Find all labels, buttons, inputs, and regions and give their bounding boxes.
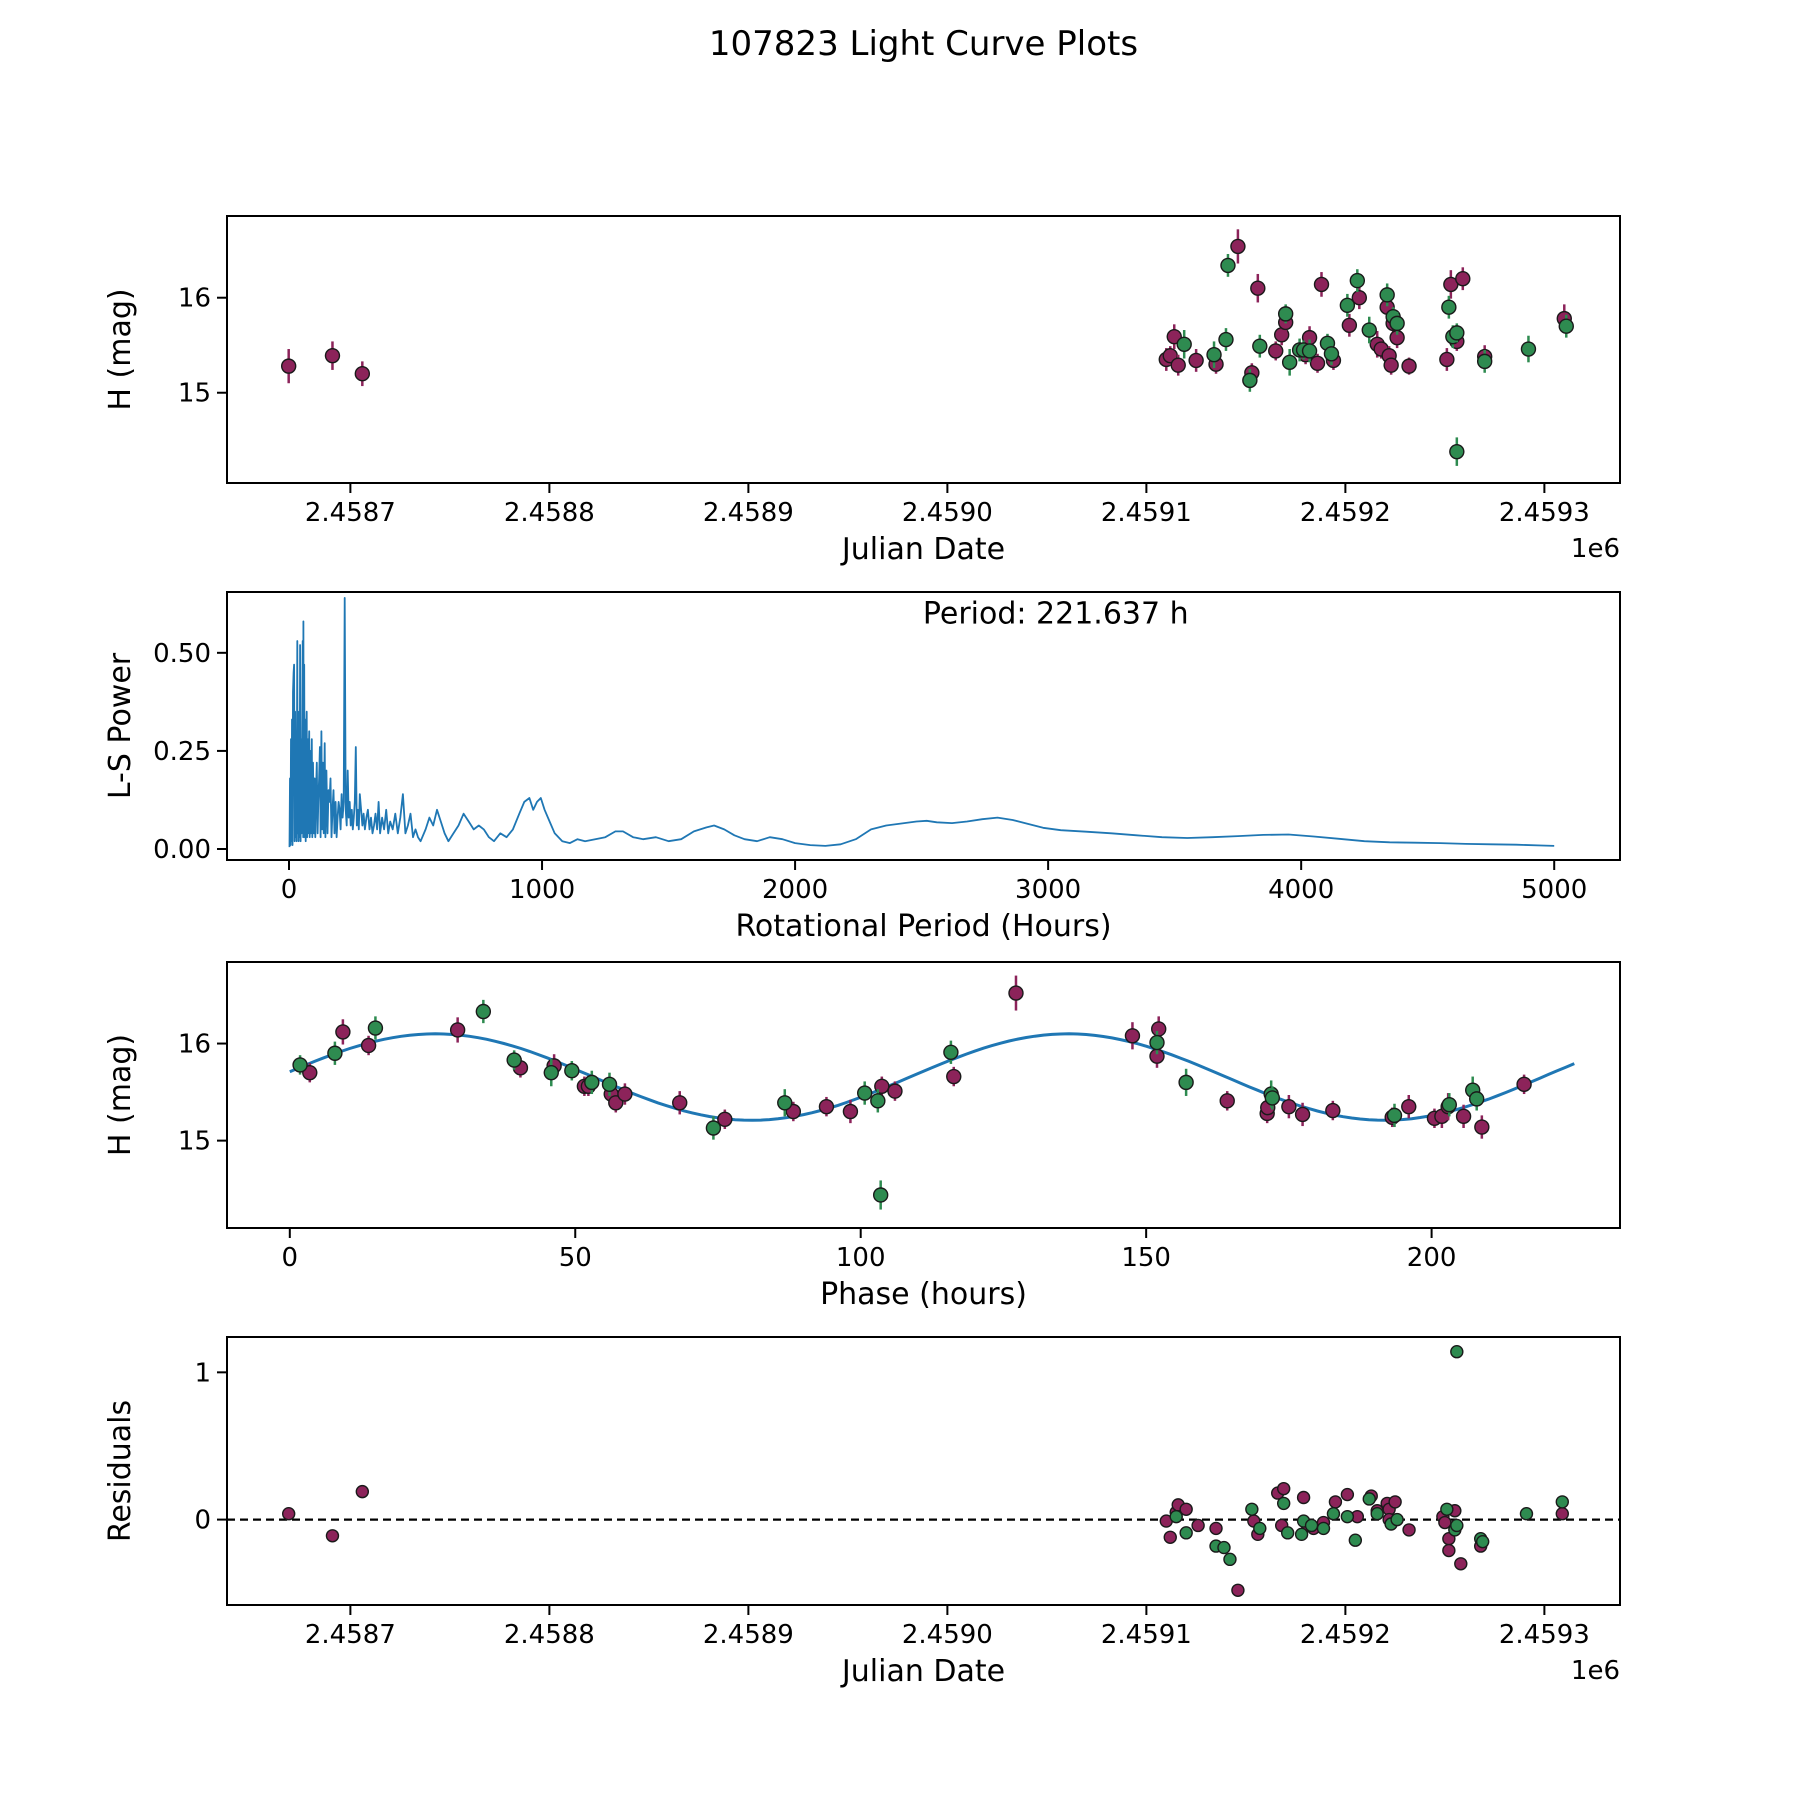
data-point [778,1096,792,1110]
data-point [1403,1524,1415,1536]
data-point [1326,1104,1340,1118]
data-point [1219,333,1233,347]
y-tick-label: 0.50 [153,638,211,669]
jd-mag-y-ticks [178,284,227,409]
data-point [1478,354,1492,368]
x-tick-label: 4000 [1268,875,1335,905]
data-point [1231,239,1245,253]
data-point [1210,1522,1222,1534]
data-point [1282,1527,1294,1539]
jd-mag-x-ticks [305,483,1590,528]
x-tick-label: 100 [835,1243,886,1273]
green-observations [1177,254,1573,466]
jd-mag-ylabel: H (mag) [103,288,138,411]
periodogram-y-ticks [153,639,227,865]
residuals-y-ticks [194,1358,227,1535]
data-point [706,1121,720,1135]
residuals-xlabel: Julian Date [841,1654,1006,1689]
jd-mag-xlabel: Julian Date [841,532,1006,567]
data-point [1380,288,1394,302]
x-tick-label: 2.4591 [1100,1620,1192,1650]
data-point [1303,344,1317,358]
data-point [1442,1098,1456,1112]
subplot-residuals [103,1337,1620,1689]
subplot-phase-mag [103,962,1620,1312]
data-point [944,1045,958,1059]
data-point [283,1508,295,1520]
data-point [1279,307,1293,321]
data-point [507,1053,521,1067]
data-point [1475,1120,1489,1134]
x-tick-label: 2.4587 [304,498,396,528]
x-tick-label: 2.4590 [901,1620,993,1650]
data-point [1556,1508,1568,1520]
jd-mag-plot-area [282,229,1574,466]
data-point [618,1087,632,1101]
x-tick-label: 1000 [508,875,576,905]
data-point [565,1064,579,1078]
data-point [1390,316,1404,330]
data-point [1371,1508,1383,1520]
y-tick-label: 15 [177,1126,211,1157]
data-point [368,1021,382,1035]
sinusoid-fit-line [290,1034,1575,1120]
periodogram-x-ticks [281,860,1588,905]
jd-mag-axis-offset-label: 1e6 [1570,534,1620,564]
x-tick-label: 2.4588 [503,498,595,528]
periodogram-xlabel: Rotational Period (Hours) [735,909,1112,944]
data-point [1340,298,1354,312]
data-point [1387,1108,1401,1122]
data-point [1349,1534,1361,1546]
x-tick-label: 2.4589 [702,498,794,528]
data-point [1265,1091,1279,1105]
phase-mag-plot-area [290,976,1575,1210]
data-point [1391,1514,1403,1526]
data-point [1278,1483,1290,1495]
data-point [1559,319,1573,333]
data-point [1283,355,1297,369]
data-point [1306,1519,1318,1531]
data-point [451,1023,465,1037]
data-point [1342,318,1356,332]
subplot-jd-mag [103,216,1620,567]
x-tick-label: 0 [281,1243,299,1273]
data-point [1009,986,1023,1000]
residuals-x-ticks [305,1605,1590,1650]
data-point [1477,1536,1489,1548]
y-tick-label: 16 [177,1029,211,1060]
data-point [1341,1511,1353,1523]
figure-title: 107823 Light Curve Plots [708,24,1139,64]
data-point [1177,337,1191,351]
data-point [673,1096,687,1110]
green-residuals [1170,1346,1568,1566]
x-tick-label: 2.4593 [1498,498,1590,528]
data-point [1389,1496,1401,1508]
data-point [843,1105,857,1119]
data-point [1251,281,1265,295]
jd-mag-axes-frame [227,216,1620,483]
data-point [1402,1100,1416,1114]
x-tick-label: 200 [1406,1243,1457,1273]
data-point [1317,1522,1329,1534]
residuals-axes-frame [227,1337,1620,1605]
data-point [328,1046,342,1060]
subplot-periodogram [103,592,1620,944]
data-point [282,359,296,373]
data-point [1327,1508,1339,1520]
data-point [1278,1497,1290,1509]
data-point [888,1084,902,1098]
data-point [1455,1558,1467,1570]
periodogram-axes-frame [227,592,1620,860]
data-point [325,349,339,363]
data-point [1329,1496,1341,1508]
data-point [1450,326,1464,340]
data-point [1450,445,1464,459]
data-point [1402,359,1416,373]
data-point [1232,1584,1244,1596]
data-point [947,1070,961,1084]
data-point [476,1005,490,1019]
data-point [1296,1528,1308,1540]
data-point [1243,373,1257,387]
data-point [1282,1100,1296,1114]
maroon-observations [303,976,1531,1139]
x-tick-label: 50 [558,1243,592,1273]
data-point [1363,1493,1375,1505]
data-point [1521,342,1535,356]
data-point [1341,1489,1353,1501]
x-tick-label: 2.4590 [901,498,993,528]
green-observations [293,1000,1484,1210]
data-point [1221,258,1235,272]
phase-mag-ylabel: H (mag) [103,1033,138,1157]
data-point [362,1038,376,1052]
data-point [1179,1075,1193,1089]
data-point [1220,1094,1234,1108]
data-point [1440,352,1454,366]
data-point [355,367,369,381]
phase-mag-axes-frame [227,962,1620,1228]
data-point [1457,1109,1471,1123]
residuals-ylabel: Residuals [103,1399,138,1543]
data-point [871,1094,885,1108]
data-point [1164,1531,1176,1543]
data-point [1180,1527,1192,1539]
phase-mag-xlabel: Phase (hours) [820,1277,1027,1312]
sine-fit [290,1034,1575,1120]
data-point [1125,1029,1139,1043]
x-tick-label: 5000 [1521,875,1588,905]
data-point [1315,277,1329,291]
data-point [1470,1092,1484,1106]
y-tick-label: 0 [194,1505,211,1536]
data-point [1224,1553,1236,1565]
data-point [1442,300,1456,314]
power-spectrum-line [290,598,1555,847]
data-point [1451,1519,1463,1531]
x-tick-label: 2.4589 [702,1620,794,1650]
data-point [1189,353,1203,367]
data-point [1298,1492,1310,1504]
data-point [1254,1522,1266,1534]
data-point [819,1100,833,1114]
data-point [356,1486,368,1498]
y-tick-label: 15 [177,378,211,409]
data-point [1150,1036,1164,1050]
x-tick-label: 2.4592 [1299,1620,1391,1650]
data-point [293,1058,307,1072]
data-point [1456,272,1470,286]
x-tick-label: 2.4591 [1100,498,1192,528]
data-point [874,1188,888,1202]
data-point [1451,1346,1463,1358]
data-point [336,1025,350,1039]
data-point [603,1077,617,1091]
x-tick-label: 2.4592 [1299,498,1391,528]
phase-mag-x-ticks [282,1228,1457,1273]
data-point [1152,1022,1166,1036]
data-point [1246,1503,1258,1515]
x-tick-label: 2.4587 [304,1620,396,1650]
data-point [1556,1496,1568,1508]
x-tick-label: 0 [280,875,298,905]
periodogram-plot-area [290,598,1555,847]
data-point [1170,1511,1182,1523]
data-point [585,1075,599,1089]
data-point [1192,1519,1204,1531]
x-tick-label: 3000 [1015,875,1082,905]
data-point [1384,358,1398,372]
y-tick-label: 16 [177,283,211,314]
data-point [858,1086,872,1100]
data-point [1207,348,1221,362]
data-point [1362,323,1376,337]
data-point [1324,347,1338,361]
data-point [1441,1503,1453,1515]
x-tick-label: 2.4593 [1498,1620,1590,1650]
ls-power-curve [290,598,1555,847]
data-point [1269,344,1283,358]
y-tick-label: 0.00 [153,835,211,866]
period-annotation: Period: 221.637 h [922,596,1189,632]
x-tick-label: 2.4588 [503,1620,595,1650]
maroon-observations [282,229,1572,386]
residuals-plot-area [227,1346,1620,1597]
y-tick-label: 1 [194,1358,211,1389]
data-point [1218,1542,1230,1554]
data-point [1350,274,1364,288]
data-point [326,1530,338,1542]
phase-mag-y-ticks [178,1030,227,1157]
data-point [1171,358,1185,372]
periodogram-ylabel: L-S Power [103,652,138,800]
residuals-axis-offset-label: 1e6 [1570,1656,1620,1686]
data-point [544,1066,558,1080]
data-point [1296,1107,1310,1121]
x-tick-label: 150 [1121,1243,1171,1273]
x-tick-label: 2000 [761,875,829,905]
data-point [1253,339,1267,353]
data-point [1443,1545,1455,1557]
data-point [1520,1508,1532,1520]
data-point [1311,356,1325,370]
y-tick-label: 0.25 [153,736,211,767]
data-point [1517,1077,1531,1091]
